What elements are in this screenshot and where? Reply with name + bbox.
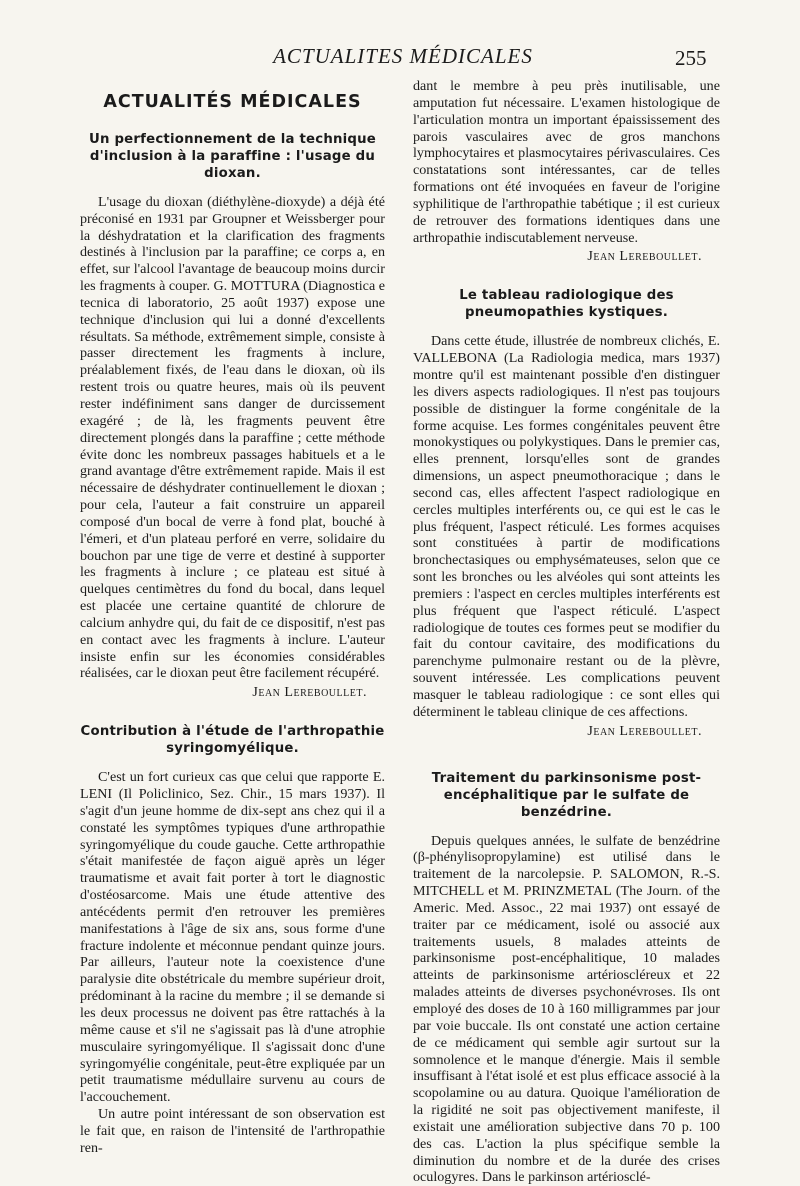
author-signature: Jean Lereboullet.	[587, 722, 702, 739]
article-title-dioxan: Un perfectionnement de la technique d'inclusion à la paraffine : l'usage du dioxan.	[88, 131, 377, 181]
article-title-parkinsonisme: Traitement du parkinsonisme post-encéphalitique par le sulfate de benzédrine.	[431, 770, 702, 820]
running-head: ACTUALITES MÉDICALES	[273, 44, 533, 68]
article-continuation: dant le membre à peu près inutilisable, une amputation fut nécessaire. L'examen histologique de l'articulation montra un important épaississement des parois vasculaires avec de gros manchons lymphocytaires et plasmocytaires périvasculaires. Ces constatations sont intéressantes, car de telles formations ont été invoquées en faveur de l'origine syphilitique de l'arthropathie tabétique ; il est curieux de retrouver des formations identiques dans une arthropathie indiscutablement nerveuse.	[413, 78, 720, 246]
article-title-pneumopathies: Le tableau radiologique des pneumopathies kystiques.	[459, 288, 674, 321]
article-paragraph: Depuis quelques années, le sulfate de benzédrine (β-phénylisopropylamine) est utilisé dans le traitement de la narcolepsie. P. SALOMON, R.-S. MITCHELL et M. PRINZMETAL (The Journ. of the Americ. Med. Assoc., 22 mai 1937) ont essayé de traiter par ce médicament, isolé ou associé aux traitements usuels, 8 malades atteints de parkinsonisme post-encéphalitique, 10 malades atteints de parkinsonisme artérioscléreux et 22 malades atteints de diverses psychonévroses. Ils ont employé des doses de 10 à 160 milligrammes par jour par voie buccale. Ils ont constaté une action certaine de ce médicament qui semble agir surtout sur la somnolence et le manque d'énergie. Mais il semble insuffisant à l'état isolé et est plus efficace associé à la scopolamine ou au datura. Quoique l'amélioration de la rigidité ne soit pas objectivement manifeste, il existait une amélioration subjective dans 70 p. 100 des cas. L'action la plus spécifique semble la diminution du nombre et de la durée des crises oculogyres. Dans le parkinson artériosclé-	[413, 832, 720, 1186]
section-title: ACTUALITÉS MÉDICALES	[103, 92, 362, 112]
article-paragraph: L'usage du dioxan (diéthylène-dioxyde) a déjà été préconisé en 1931 par Groupner et Weissberger pour la déshydratation et la clarification des fragments destinés à l'inclusion par la paraffine; ce corps a, en effet, sur l'alcool l'avantage de beaucoup moins durcir les fragments à couper. G. MOTTURA (Diagnostica e tecnica di laboratorio, 25 août 1937) expose une technique d'inclusion qui lui a donné d'excellents résultats. Sa méthode, extrêmement simple, consiste à passer directement les fragments à inclure, préalablement fixés, de l'eau dans le dioxan, où ils restent trois ou quatre heures, mais où ils peuvent rester indéfiniment sans danger de durcissement exagéré ; de là, les fragments peuvent être directement plongés dans la paraffine ; cette méthode évite donc les nombreux passages habituels et a le grand avantage d'être extrêmement rapide. Mais il est nécessaire de déshydrater continuellement le dioxan ; pour cela, l'auteur a fait construire un appareil composé d'un bocal de verre à fond plat, bouché à l'émeri, et d'un plateau perforé en verre, solidaire du bouchon par une tige de verre et destiné à supporter les fragments à inclure ; ce plateau est situé à quelques centimètres du fond du bocal, dans lequel est placée une certaine quantité de chlorure de calcium anhydre qui, du fait de ce dispositif, n'est pas en contact avec les fragments à inclure. L'auteur insiste enfin sur les économies considérables réalisées, car le dioxan peut être facilement récupéré.	[80, 193, 385, 682]
author-signature: Jean Lereboullet.	[587, 248, 702, 265]
article-paragraph: C'est un fort curieux cas que celui que rapporte E. LENI (Il Policlinico, Sez. Chir., 15 mars 1937). Il s'agit d'un jeune homme de dix-sept ans chez qui il a constaté les symptômes typiques d'une arthropathie syringomyélique du coude gauche. Cette arthropathie s'était manifestée de façon aiguë après un léger traumatisme et avait fait porter à tort le diagnostic d'ostéosarcome. Mais une étude attentive des antécédents permit d'en retrouver les premières manifestations à l'âge de six ans, sous forme d'une fracture indolente et méconnue pendant quinze jours. Par ailleurs, l'auteur note la coexistence d'une paralysie dite obstétricale du membre supérieur droit, prédominant à la racine du membre ; il se demande si les deux processus ne doivent pas être rattachés à la même cause et s'il ne s'agissait pas là d'une atrophie musculaire syringomyélique. Il s'agissait donc d'une syringomyélie congénitale, peut-être expliquée par un petit traumatisme médullaire survenu au cours de l'accouchement.	[80, 769, 385, 1106]
author-signature: Jean Lereboullet.	[252, 684, 367, 701]
article-title-arthropathie: Contribution à l'étude de l'arthropathie syringomyélique.	[80, 724, 385, 757]
article-paragraph: Un autre point intéressant de son observation est le fait que, en raison de l'intensité de l'arthropathie ren-	[80, 1106, 385, 1156]
left-column	[80, 78, 385, 1157]
right-column	[413, 78, 720, 1186]
article-paragraph: Dans cette étude, illustrée de nombreux clichés, E. VALLEBONA (La Radiologia medica, mars 1937) montre qu'il est maintenant possible d'en distinguer les divers aspects radiologiques. Il n'est pas toujours possible de distinguer la forme congénitale de la forme acquise. Les formes congénitales peuvent être monokystiques ou polykystiques. Dans le premier cas, elles prennent, lorsqu'elles sont de grandes dimensions, un aspect pneumothoracique ; dans le second cas, elles affectent l'aspect radiologique en cercles multiples interférents ou, ce qui est le cas le plus fréquent, l'aspect réticulé. Les formes acquises sont constituées à partir de modifications bronchectasiques ou emphysémateuses, selon que ce sont les bronches ou les alvéoles qui sont atteints les premiers : l'aspect en cercles multiples interférents est plus fréquent que l'aspect réticulé. L'aspect radiologique de toutes ces formes peut se modifier du fait du contour cavitaire, des modifications du parenchyme pulmonaire restant ou de la plèvre, souvent intéressée. Les complications peuvent masquer le tableau radiologique : ce sont elles qui déterminent le tableau clinique de ces affections.	[413, 333, 720, 720]
page-number: 255	[675, 46, 707, 70]
